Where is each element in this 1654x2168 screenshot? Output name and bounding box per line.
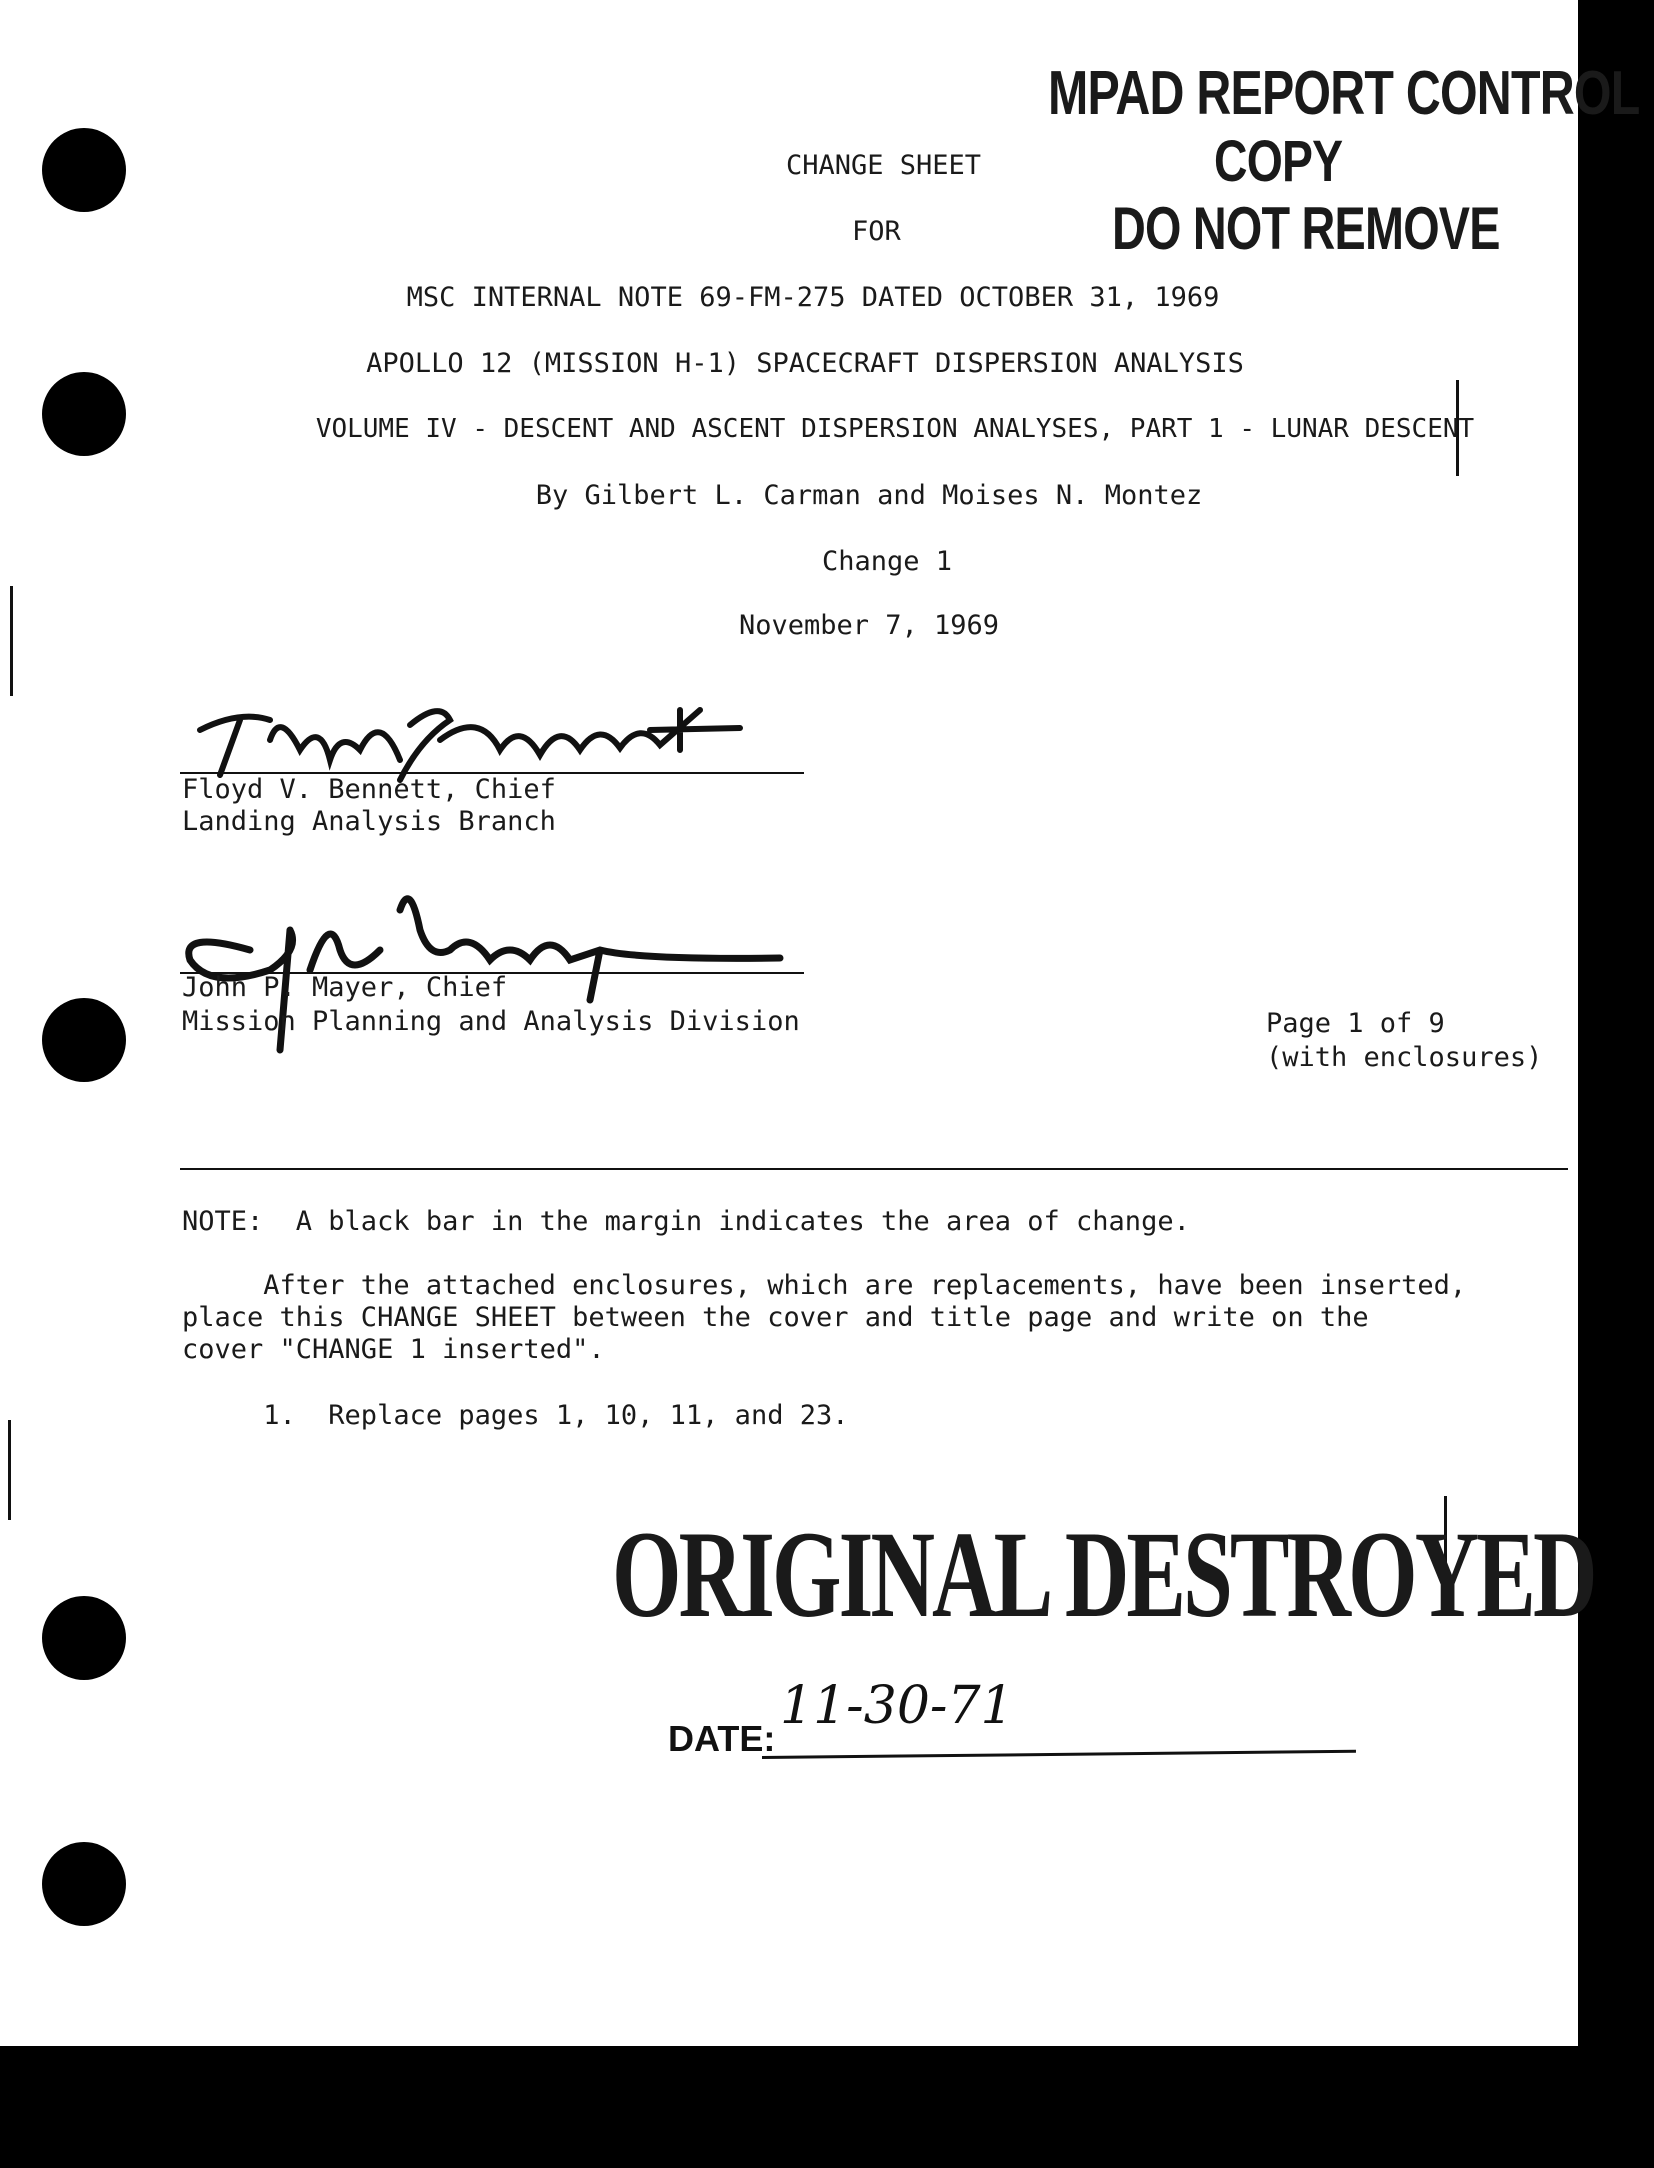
instructions-line-3: cover "CHANGE 1 inserted". bbox=[182, 1334, 605, 1365]
mission-title-line: APOLLO 12 (MISSION H-1) SPACECRAFT DISPERSION ANALYSIS bbox=[366, 348, 1244, 379]
control-stamp-line3: DO NOT REMOVE bbox=[1112, 195, 1500, 262]
instructions-line-1: After the attached enclosures, which are replacements, have been inserted, bbox=[182, 1270, 1467, 1301]
scan-edge-bottom bbox=[0, 2046, 1654, 2168]
margin-mark-2 bbox=[8, 1420, 11, 1520]
authors-line: By Gilbert L. Carman and Moises N. Montez bbox=[535, 480, 1203, 511]
internal-note-line: MSC INTERNAL NOTE 69-FM-275 DATED OCTOBER 31, 1969 bbox=[406, 282, 1220, 313]
original-destroyed-stamp: ORIGINAL DESTROYED bbox=[612, 1506, 1595, 1643]
signatory-1-name: Floyd V. Bennett, Chief bbox=[182, 774, 556, 805]
punch-hole-5 bbox=[42, 1842, 126, 1926]
margin-mark-1 bbox=[10, 586, 13, 696]
change-number: Change 1 bbox=[821, 546, 953, 577]
section-divider bbox=[180, 1168, 1568, 1170]
destroyed-date-value: 11-30-71 bbox=[780, 1676, 1014, 1736]
instruction-item-1: 1. Replace pages 1, 10, 11, and 23. bbox=[182, 1400, 849, 1431]
destroyed-date-label: DATE: bbox=[668, 1718, 776, 1759]
volume-line: VOLUME IV - DESCENT AND ASCENT DISPERSION ANALYSES, PART 1 - LUNAR DESCENT bbox=[315, 414, 1475, 444]
control-stamp-line2: COPY bbox=[1214, 129, 1343, 194]
instructions-line-2: place this CHANGE SHEET between the cover and title page and write on the bbox=[182, 1302, 1369, 1333]
punch-hole-1 bbox=[42, 128, 126, 212]
change-date: November 7, 1969 bbox=[738, 610, 1000, 641]
page-number: Page 1 of 9 bbox=[1266, 1008, 1445, 1039]
note-text: NOTE: A black bar in the margin indicates the area of change. bbox=[182, 1206, 1190, 1237]
control-stamp-line1: MPAD REPORT CONTROL bbox=[1048, 59, 1640, 128]
punch-hole-3 bbox=[42, 998, 126, 1082]
signatory-2-name: John P. Mayer, Chief bbox=[182, 972, 508, 1003]
change-sheet-heading: CHANGE SHEET bbox=[786, 150, 982, 181]
enclosures-note: (with enclosures) bbox=[1266, 1042, 1543, 1073]
signatory-2-org: Mission Planning and Analysis Division bbox=[182, 1006, 800, 1037]
signatory-1-org: Landing Analysis Branch bbox=[182, 806, 556, 837]
destroyed-date-line bbox=[762, 1750, 1356, 1759]
punch-hole-4 bbox=[42, 1596, 126, 1680]
for-heading: FOR bbox=[852, 216, 901, 247]
